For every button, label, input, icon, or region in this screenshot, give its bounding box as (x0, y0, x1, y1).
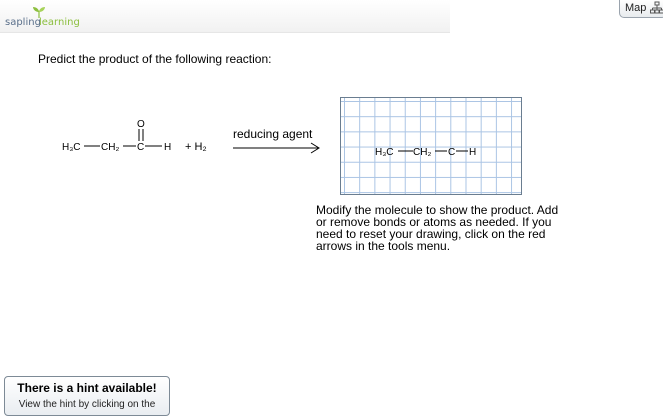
canvas-molecule[interactable] (374, 143, 484, 159)
hint-button[interactable] (4, 376, 170, 416)
logo-text-sapling: sapling (5, 17, 41, 28)
reactant-atom-c: C (137, 142, 144, 153)
question-prompt: Predict the product of the following reaction: (38, 52, 271, 66)
instructions-text: Modify the molecule to show the product. Add or remove bonds or atoms as needed. If you need to reset your drawing, click on the red arrows in the tools menu. (316, 204, 566, 252)
canvas-atom-c[interactable]: C (448, 147, 455, 158)
canvas-atom-h[interactable]: H (469, 147, 476, 158)
reaction-arrow-icon (233, 142, 321, 154)
reactant-plus-h2: + H₂ (185, 141, 207, 153)
reactant-atom-ch2: CH₂ (101, 142, 119, 153)
reactant-atom-o: O (137, 119, 145, 130)
reactant-atom-h: H (164, 142, 171, 153)
reagent-label: reducing agent (233, 127, 312, 141)
sitemap-icon (650, 1, 663, 15)
hint-title: There is a hint available! (5, 381, 169, 395)
logo-text-learning: learning (39, 17, 80, 28)
canvas-atom-h3c[interactable]: H₃C (375, 147, 394, 158)
canvas-atom-ch2[interactable]: CH₂ (413, 147, 431, 158)
header-bar (0, 0, 450, 33)
reactant-molecule (60, 115, 220, 160)
map-button[interactable] (619, 0, 663, 18)
map-label: Map (625, 2, 646, 14)
hint-subtitle: View the hint by clicking on the (5, 399, 169, 410)
reactant-atom-h3c: H₃C (62, 142, 81, 153)
